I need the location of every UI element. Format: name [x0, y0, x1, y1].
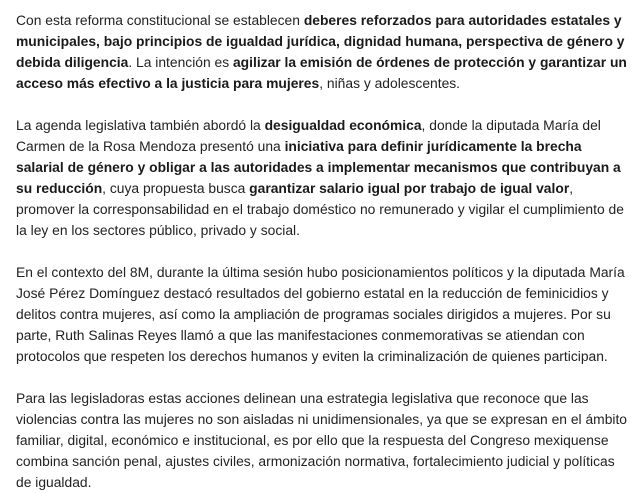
text-segment: , promover la corresponsabilidad en el trabajo doméstico no remunerado y vigilar el cumplimiento de la ley en los sectores público, privado y social.: [16, 180, 624, 238]
bold-segment: desigualdad económica: [264, 117, 422, 133]
text-segment: , cuya propuesta busca: [102, 180, 250, 196]
text-segment: , donde la diputada María del Carmen de la Rosa Mendoza presentó una: [16, 117, 601, 154]
text-segment: , niñas y adolescentes.: [319, 75, 461, 91]
text-segment: Para las legisladoras estas acciones delinean una estrategia legislativa que reconoce que las violencias contra las mujeres no son aisladas ni unidimensionales, ya que se expresan en el ámbito familiar, digital, económico e institucional, es por ello que la respuesta del Congreso mexiquense combina sanción penal, ajustes civiles, armonización normativa, fortalecimiento judicial y políticas de igualdad.: [16, 390, 628, 490]
text-segment: . La intención es: [128, 54, 233, 70]
paragraph-8m: [16, 262, 629, 367]
text-segment: En el contexto del 8M, durante la última sesión hubo posicionamientos políticos y la diputada María José Pérez Domínguez destacó resultados del gobierno estatal en la reducción de feminicidios y delitos contra mujeres, así como la ampliación de programas sociales dirigidos a mujeres. Por su parte, Ruth Salinas Reyes llamó a que las manifestaciones conmemorativas se atiendan con protocolos que respeten los derechos humanos y eviten la criminalización de quienes participan.: [16, 264, 625, 364]
bold-segment: deberes reforzados para autoridades estatales y municipales, bajo principios de igualdad jurídica, dignidad humana, perspectiva de género y debida diligencia: [16, 12, 625, 70]
text-segment: La agenda legislativa también abordó la: [16, 117, 265, 133]
bold-segment: iniciativa para definir jurídicamente la brecha salarial de género y obligar a las autoridades a implementar mecanismos que contribuyan a su reducción: [16, 138, 621, 196]
paragraph-reforma: [16, 10, 629, 94]
bold-segment: agilizar la emisión de órdenes de protección y garantizar un acceso más efectivo a la justicia para mujeres: [16, 54, 627, 91]
paragraph-desigualdad: [16, 115, 629, 241]
paragraph-estrategia: [16, 388, 629, 493]
bold-segment: garantizar salario igual por trabajo de igual valor: [249, 180, 570, 196]
text-segment: Con esta reforma constitucional se establecen: [16, 12, 304, 28]
